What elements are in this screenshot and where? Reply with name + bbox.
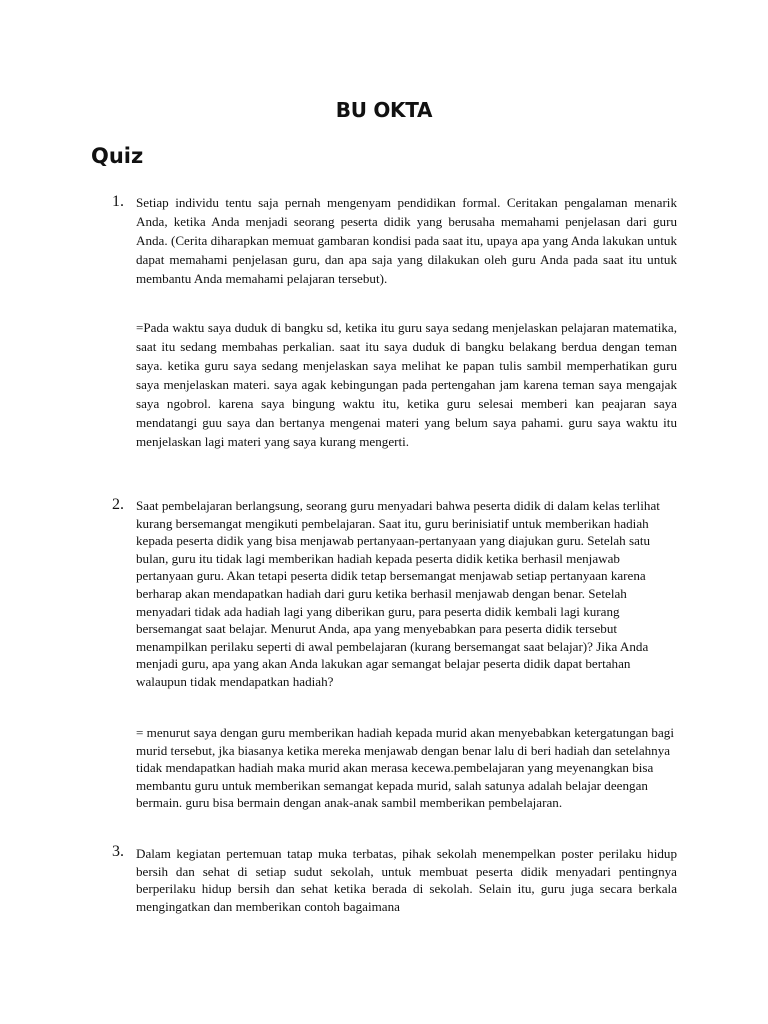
question-1-prompt: Setiap individu tentu saja pernah mengenyam pendidikan formal. Ceritakan pengalaman menarik Anda, ketika Anda menjadi seorang peserta didik yang berusaha memahami penjelasan dari guru Anda. (Cerita diharapkan memuat gambaran kondisi pada saat itu, upaya apa yang Anda lakukan untuk dapat memahami penjelasan guru, dan apa saja yang dilakukan oleh guru Anda pada saat itu untuk membantu Anda memahami pelajaran tersebut). — [136, 195, 677, 286]
question-2-answer-text: = menurut saya dengan guru memberikan hadiah kepada murid akan menyebabkan ketergatungan bagi murid tersebut, jka biasanya ketika mereka menjawab dengan benar lalu di beri hadiah dan setelahnya tidak mendapatkan hadiah maka murid akan merasa kecewa.pembelajaran yang meyenangkan bisa membantu guru untuk memberikan semangat kepada murid, salah satunya adalah belajar deengan bermain. guru bisa bermain dengan anak-anak sambil memberikan pembelajaran. — [136, 725, 674, 811]
question-2-answer — [136, 724, 677, 812]
question-3-number: 3. — [112, 843, 124, 860]
document-title: BU OKTA — [335, 98, 433, 122]
question-1-text — [136, 193, 677, 288]
question-3-prompt: Dalam kegiatan pertemuan tatap muka terbatas, pihak sekolah menempelkan poster perilaku hidup bersih dan sehat di setiap sudut sekolah, untuk membuat peserta didik menyadari pentingnya berperilaku hidup bersih dan sehat ketika berada di sekolah. Selain itu, guru juga secara berkala mengingatkan dan memberikan contoh bagaimana — [136, 846, 677, 914]
question-3-text — [136, 845, 677, 915]
question-2-text — [136, 497, 677, 691]
question-1-answer — [136, 318, 677, 451]
question-1-answer-text: =Pada waktu saya duduk di bangku sd, ketika itu guru saya sedang menjelaskan pelajaran matematika, saat itu sedang membahas perkalian. saat itu saya duduk di bangku belakang berdua dengan teman saya. ketika guru saya sedang menjelaskan saya melihat ke papan tulis sambil memperhatikan guru saya menjelaskan materi. saya agak kebingungan pada pertengahan jam karena teman saya mengajak saya ngobrol. karena saya bingung waktu itu, ketika guru selesai memberi kan peajaran saya mendatangi guu saya dan bertanya mengenai materi yang belum saya pahami. guru saya waktu itu menjelaskan lagi materi yang saya kurang mengerti. — [136, 320, 677, 449]
question-1-number: 1. — [112, 193, 124, 210]
question-2-prompt: Saat pembelajaran berlangsung, seorang guru menyadari bahwa peserta didik di dalam kelas terlihat kurang bersemangat mengikuti pembelajaran. Saat itu, guru berinisiatif untuk memberikan hadiah kepada peserta didik yang bisa menjawab pertanyaan-pertanyaan yang diajukan guru. Setelah satu bulan, guru itu tidak lagi memberikan hadiah kepada peserta didik ketika berhasil menjawab pertanyaan guru. Akan tetapi peserta didik tetap bersemangat menjawab setiap pertanyaan karena berharap akan mendapatkan hadiah dari guru ketika berhasil menjawab dengan benar. Setelah menyadari tidak ada hadiah lagi yang diberikan guru, para peserta didik kembali lagi kurang bersemangat saat belajar. Menurut Anda, apa yang menyebabkan para peserta didik tersebut menampilkan perilaku seperti di awal pembelajaran (kurang bersemangat saat belajar)? Jika Anda menjadi guru, apa yang akan Anda lakukan agar semangat belajar peserta didik dapat bertahan walaupun tidak mendapatkan hadiah? — [136, 498, 660, 689]
question-2-number: 2. — [112, 496, 124, 513]
quiz-heading: Quiz — [91, 144, 144, 168]
